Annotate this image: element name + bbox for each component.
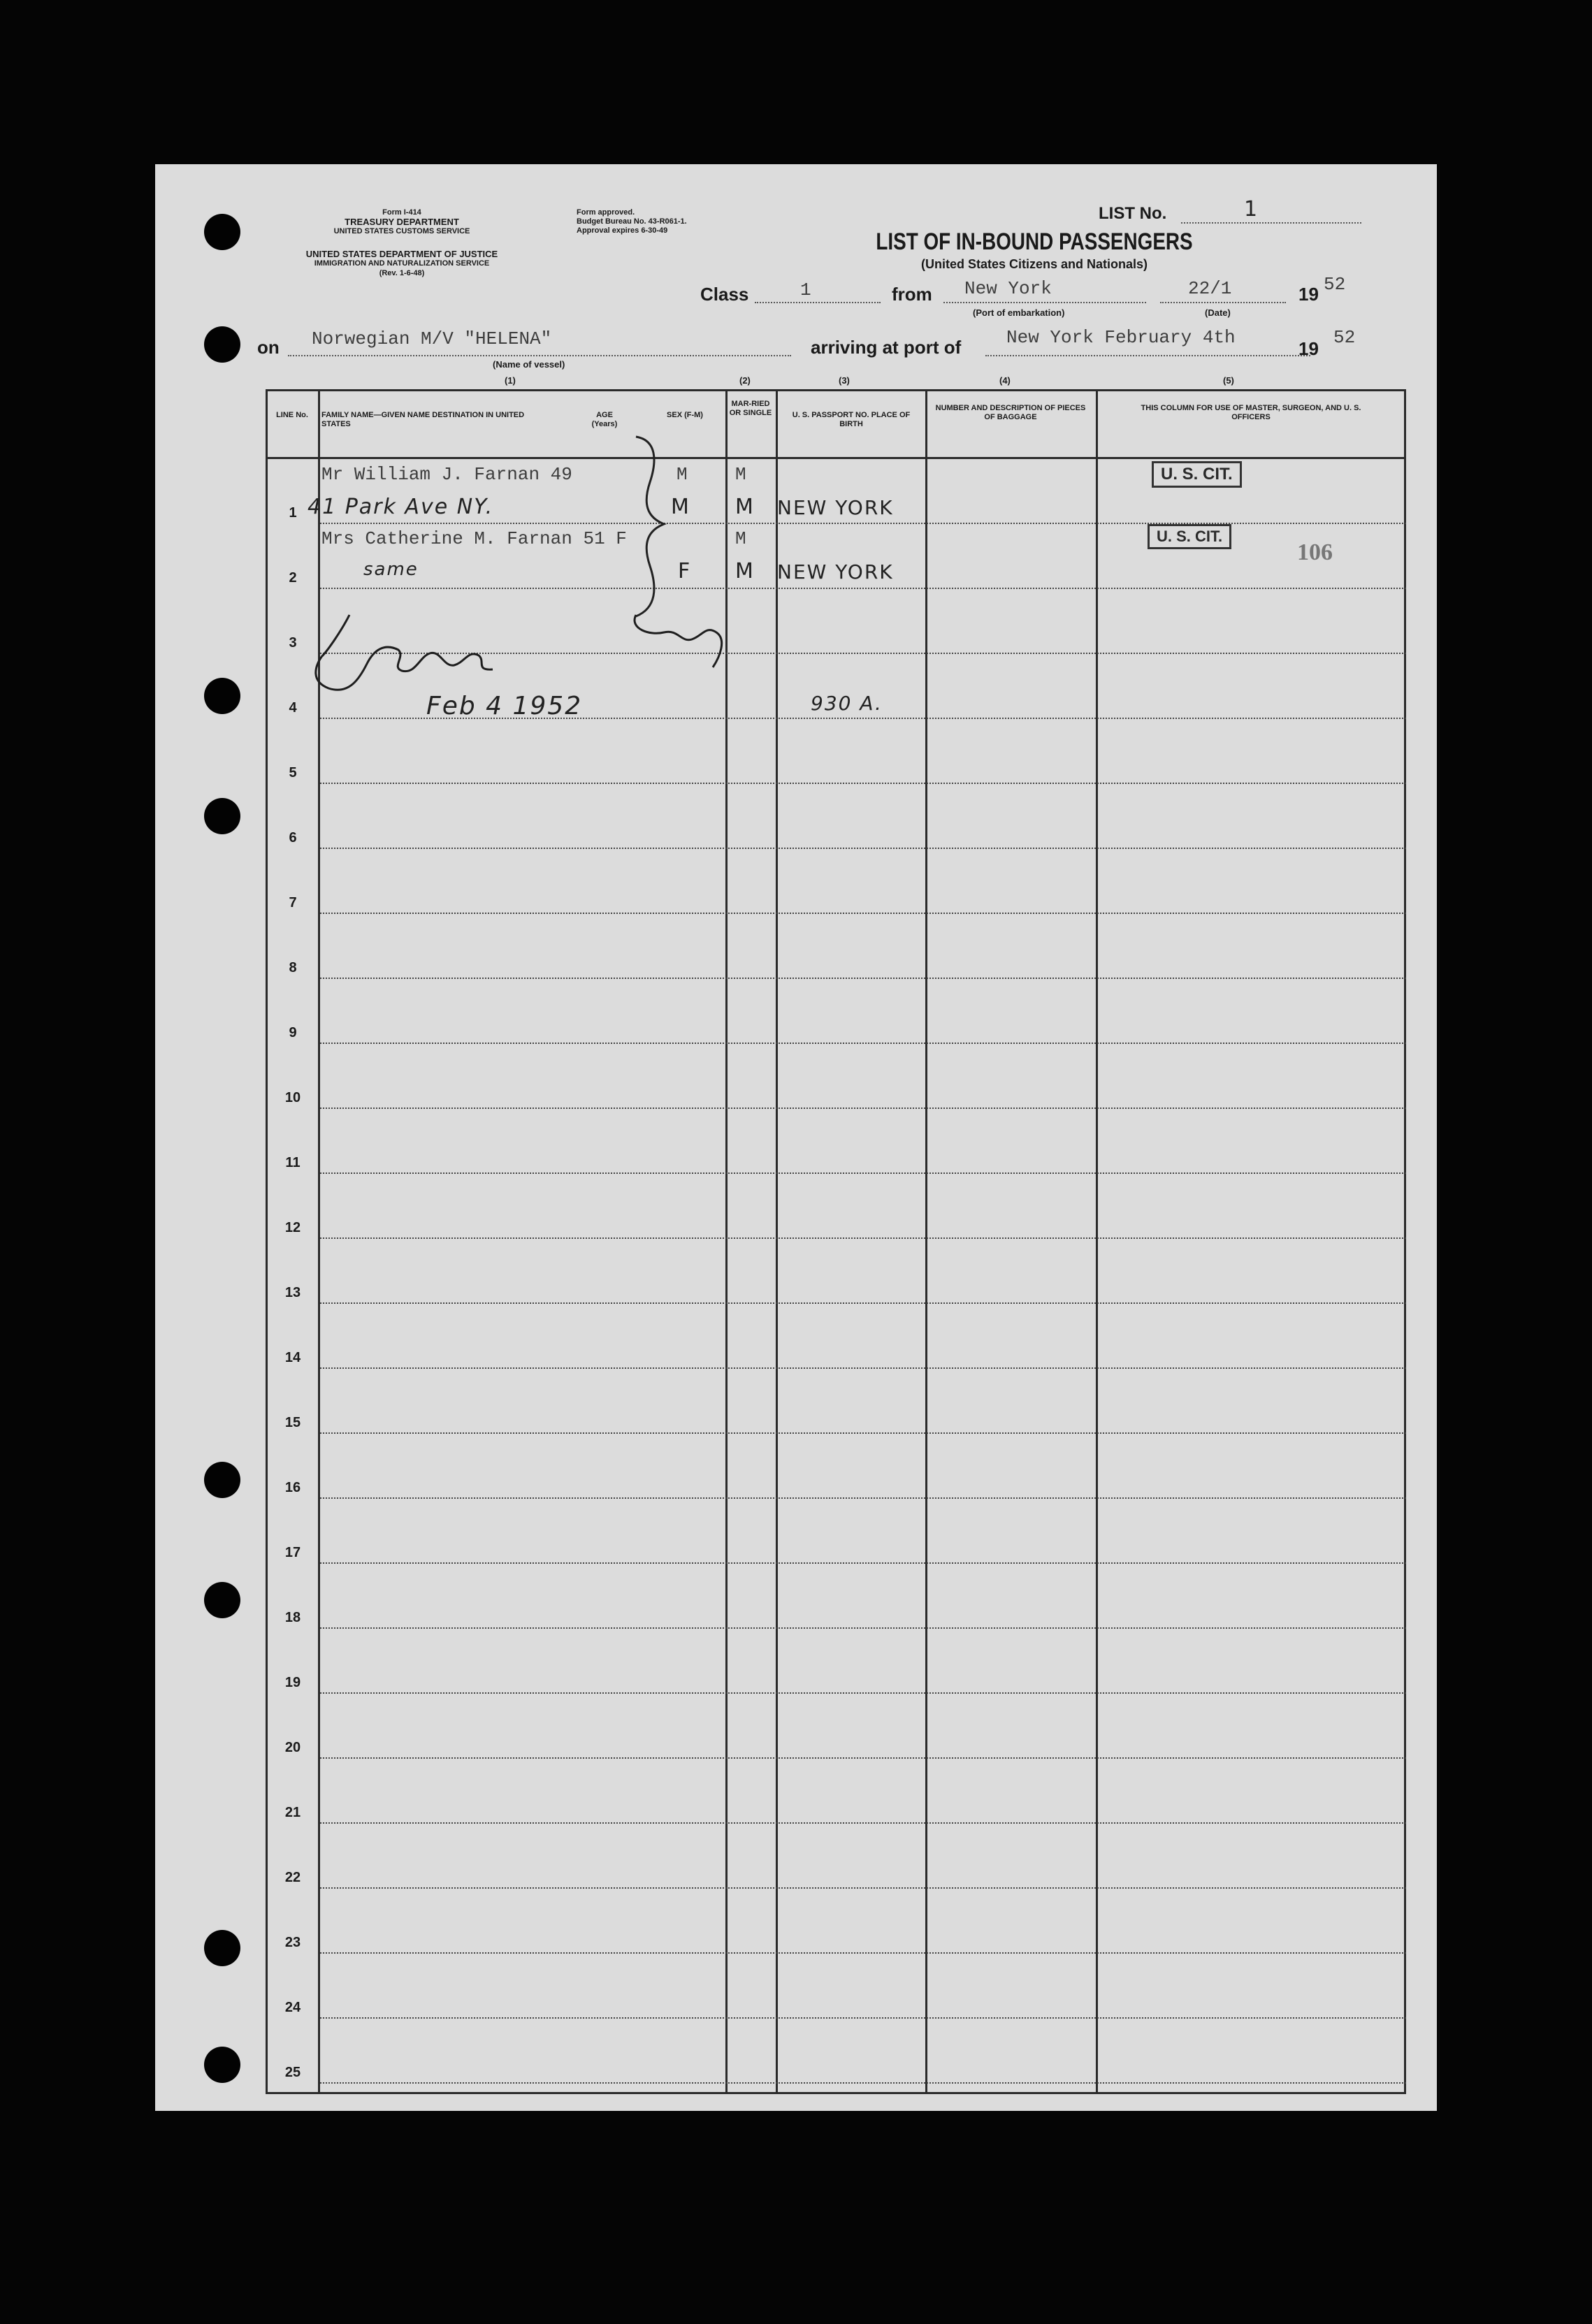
us-citizen-stamp-2: U. S. CIT. [1148, 524, 1231, 549]
line-number: 13 [284, 1285, 301, 1300]
binder-hole [204, 678, 240, 714]
line-number: 16 [284, 1480, 301, 1495]
arriving-label: arriving at port of [811, 337, 962, 358]
arrival-year: 52 [1333, 327, 1356, 348]
family-brace [629, 433, 692, 622]
table-row [266, 1564, 1406, 1629]
table-row [266, 1369, 1406, 1434]
form-approved: Form approved. [577, 208, 635, 217]
from-label: from [892, 284, 932, 305]
table-row [266, 1434, 1406, 1499]
header-married: MAR-RIED OR SINGLE [729, 400, 772, 417]
line-number: 2 [289, 570, 297, 586]
list-no-label: LIST No. [1099, 204, 1167, 223]
vessel-line [288, 355, 791, 356]
stamp-number: 106 [1297, 539, 1333, 565]
column-number-2: (2) [739, 375, 751, 386]
page-subtitle: (United States Citizens and Nationals) [920, 257, 1148, 271]
table-row [266, 1694, 1406, 1759]
date-value: 22/1 [1188, 278, 1232, 299]
line-number: 7 [289, 895, 297, 910]
table-row [266, 1889, 1406, 1954]
treasury-dept: TREASURY DEPARTMENT [345, 217, 459, 227]
passenger-2-married-hand: M [735, 559, 755, 583]
binder-hole [204, 1930, 240, 1966]
line-number: 4 [289, 700, 297, 716]
header-baggage: NUMBER AND DESCRIPTION OF PIECES OF BAGGAGE [935, 404, 1086, 421]
binder-hole [204, 214, 240, 250]
header-name: FAMILY NAME—GIVEN NAME DESTINATION IN UNITED STATES [321, 411, 525, 428]
line-number: 24 [284, 2000, 301, 2015]
header-passport: U. S. PASSPORT NO. PLACE OF BIRTH [792, 411, 911, 428]
binder-hole [204, 326, 240, 363]
table-row [266, 784, 1406, 849]
passenger-1-birthplace: NEW YORK [777, 496, 894, 519]
table-row [266, 1499, 1406, 1564]
line-number: 17 [284, 1545, 301, 1560]
line-number: 6 [289, 830, 297, 845]
header-sex: SEX (F-M) [667, 411, 703, 419]
line-number: 10 [284, 1090, 301, 1105]
approval-expiry: Approval expires 6-30-49 [577, 226, 668, 235]
passenger-1-destination: 41 Park Ave NY. [307, 495, 494, 519]
line-number: 14 [284, 1350, 301, 1365]
header-age: AGE (Years) [591, 411, 618, 428]
date-caption: (Date) [1205, 307, 1231, 318]
on-label: on [257, 337, 280, 358]
arrival-line [985, 355, 1310, 356]
row-rule [320, 2082, 1406, 2084]
line-number: 21 [284, 1805, 301, 1820]
column-number-3: (3) [839, 375, 850, 386]
table-row [266, 849, 1406, 914]
us-citizen-stamp-1: U. S. CIT. [1152, 461, 1242, 488]
class-line [755, 302, 881, 303]
list-no-line [1181, 222, 1361, 224]
form-number: Form I-414 [382, 208, 421, 217]
table-row [266, 1239, 1406, 1304]
line-number: 15 [284, 1415, 301, 1430]
line-number: 20 [284, 1740, 301, 1755]
from-value: New York [964, 278, 1052, 299]
passenger-2-birthplace: NEW YORK [777, 560, 894, 583]
table-row [266, 719, 1406, 784]
passenger-1-name: Mr William J. Farnan 49 [321, 464, 572, 485]
port-embarkation-caption: (Port of embarkation) [973, 307, 1065, 318]
inspection-time: 930 A. [811, 692, 883, 715]
line-number: 8 [289, 960, 297, 975]
line-number: 12 [284, 1220, 301, 1235]
passenger-2-destination: same [363, 559, 419, 580]
table-row [266, 1174, 1406, 1239]
passenger-2-married: M [735, 528, 746, 549]
header-line-no: LINE No. [276, 411, 308, 419]
ins-service: IMMIGRATION AND NATURALIZATION SERVICE [314, 259, 490, 268]
table-row [266, 1759, 1406, 1824]
line-number: 5 [289, 765, 297, 780]
binder-hole [204, 1462, 240, 1498]
arrival-value: New York February 4th [1006, 327, 1236, 348]
list-no-value: 1 [1244, 197, 1259, 221]
justice-dept: UNITED STATES DEPARTMENT OF JUSTICE [305, 249, 498, 259]
column-number-5: (5) [1223, 375, 1234, 386]
table-row [266, 1304, 1406, 1369]
line-number: 18 [284, 1610, 301, 1625]
inspection-date: Feb 4 1952 [426, 692, 583, 720]
table-row [266, 1954, 1406, 2019]
passenger-1-married: M [735, 464, 746, 485]
binder-hole [204, 2047, 240, 2083]
column-number-1: (1) [505, 375, 516, 386]
binder-hole [204, 798, 240, 834]
passenger-2-sex-hand: F [678, 559, 692, 583]
year-prefix: 19 [1298, 284, 1319, 305]
revision-date: (Rev. 1-6-48) [379, 269, 425, 277]
passenger-1-sex: M [676, 464, 688, 485]
table-row [266, 1629, 1406, 1694]
passenger-1-married-hand: M [735, 495, 755, 519]
table-row [266, 1044, 1406, 1109]
line-number: 9 [289, 1025, 297, 1040]
vessel-name: Norwegian M/V "HELENA" [312, 328, 552, 349]
line-number: 25 [284, 2065, 301, 2080]
line-number: 11 [285, 1155, 301, 1170]
from-line [943, 302, 1146, 303]
vessel-caption: (Name of vessel) [493, 359, 565, 370]
table-row [266, 1109, 1406, 1174]
binder-hole [204, 1582, 240, 1618]
table-row [266, 2019, 1406, 2084]
page-title: LIST OF IN-BOUND PASSENGERS [876, 228, 1193, 255]
column-number-4: (4) [999, 375, 1011, 386]
date-line [1160, 302, 1286, 303]
line-number: 22 [284, 1870, 301, 1885]
line-number: 19 [284, 1675, 301, 1690]
line-number: 1 [289, 505, 297, 521]
customs-service: UNITED STATES CUSTOMS SERVICE [333, 227, 470, 235]
passenger-1-sex-hand: M [671, 495, 690, 519]
table-row [266, 1824, 1406, 1889]
class-label: Class [700, 284, 749, 305]
table-row [266, 914, 1406, 979]
arrival-year-prefix: 19 [1298, 338, 1319, 359]
passenger-2-name: Mrs Catherine M. Farnan 51 F [321, 528, 627, 549]
header-officers: THIS COLUMN FOR USE OF MASTER, SURGEON, AND U. S. OFFICERS [1141, 404, 1361, 421]
class-value: 1 [800, 279, 811, 300]
line-number: 23 [284, 1935, 301, 1950]
table-row [266, 979, 1406, 1044]
line-number: 3 [289, 635, 297, 651]
year-value: 52 [1324, 274, 1346, 295]
budget-bureau: Budget Bureau No. 43-R061-1. [577, 217, 687, 226]
